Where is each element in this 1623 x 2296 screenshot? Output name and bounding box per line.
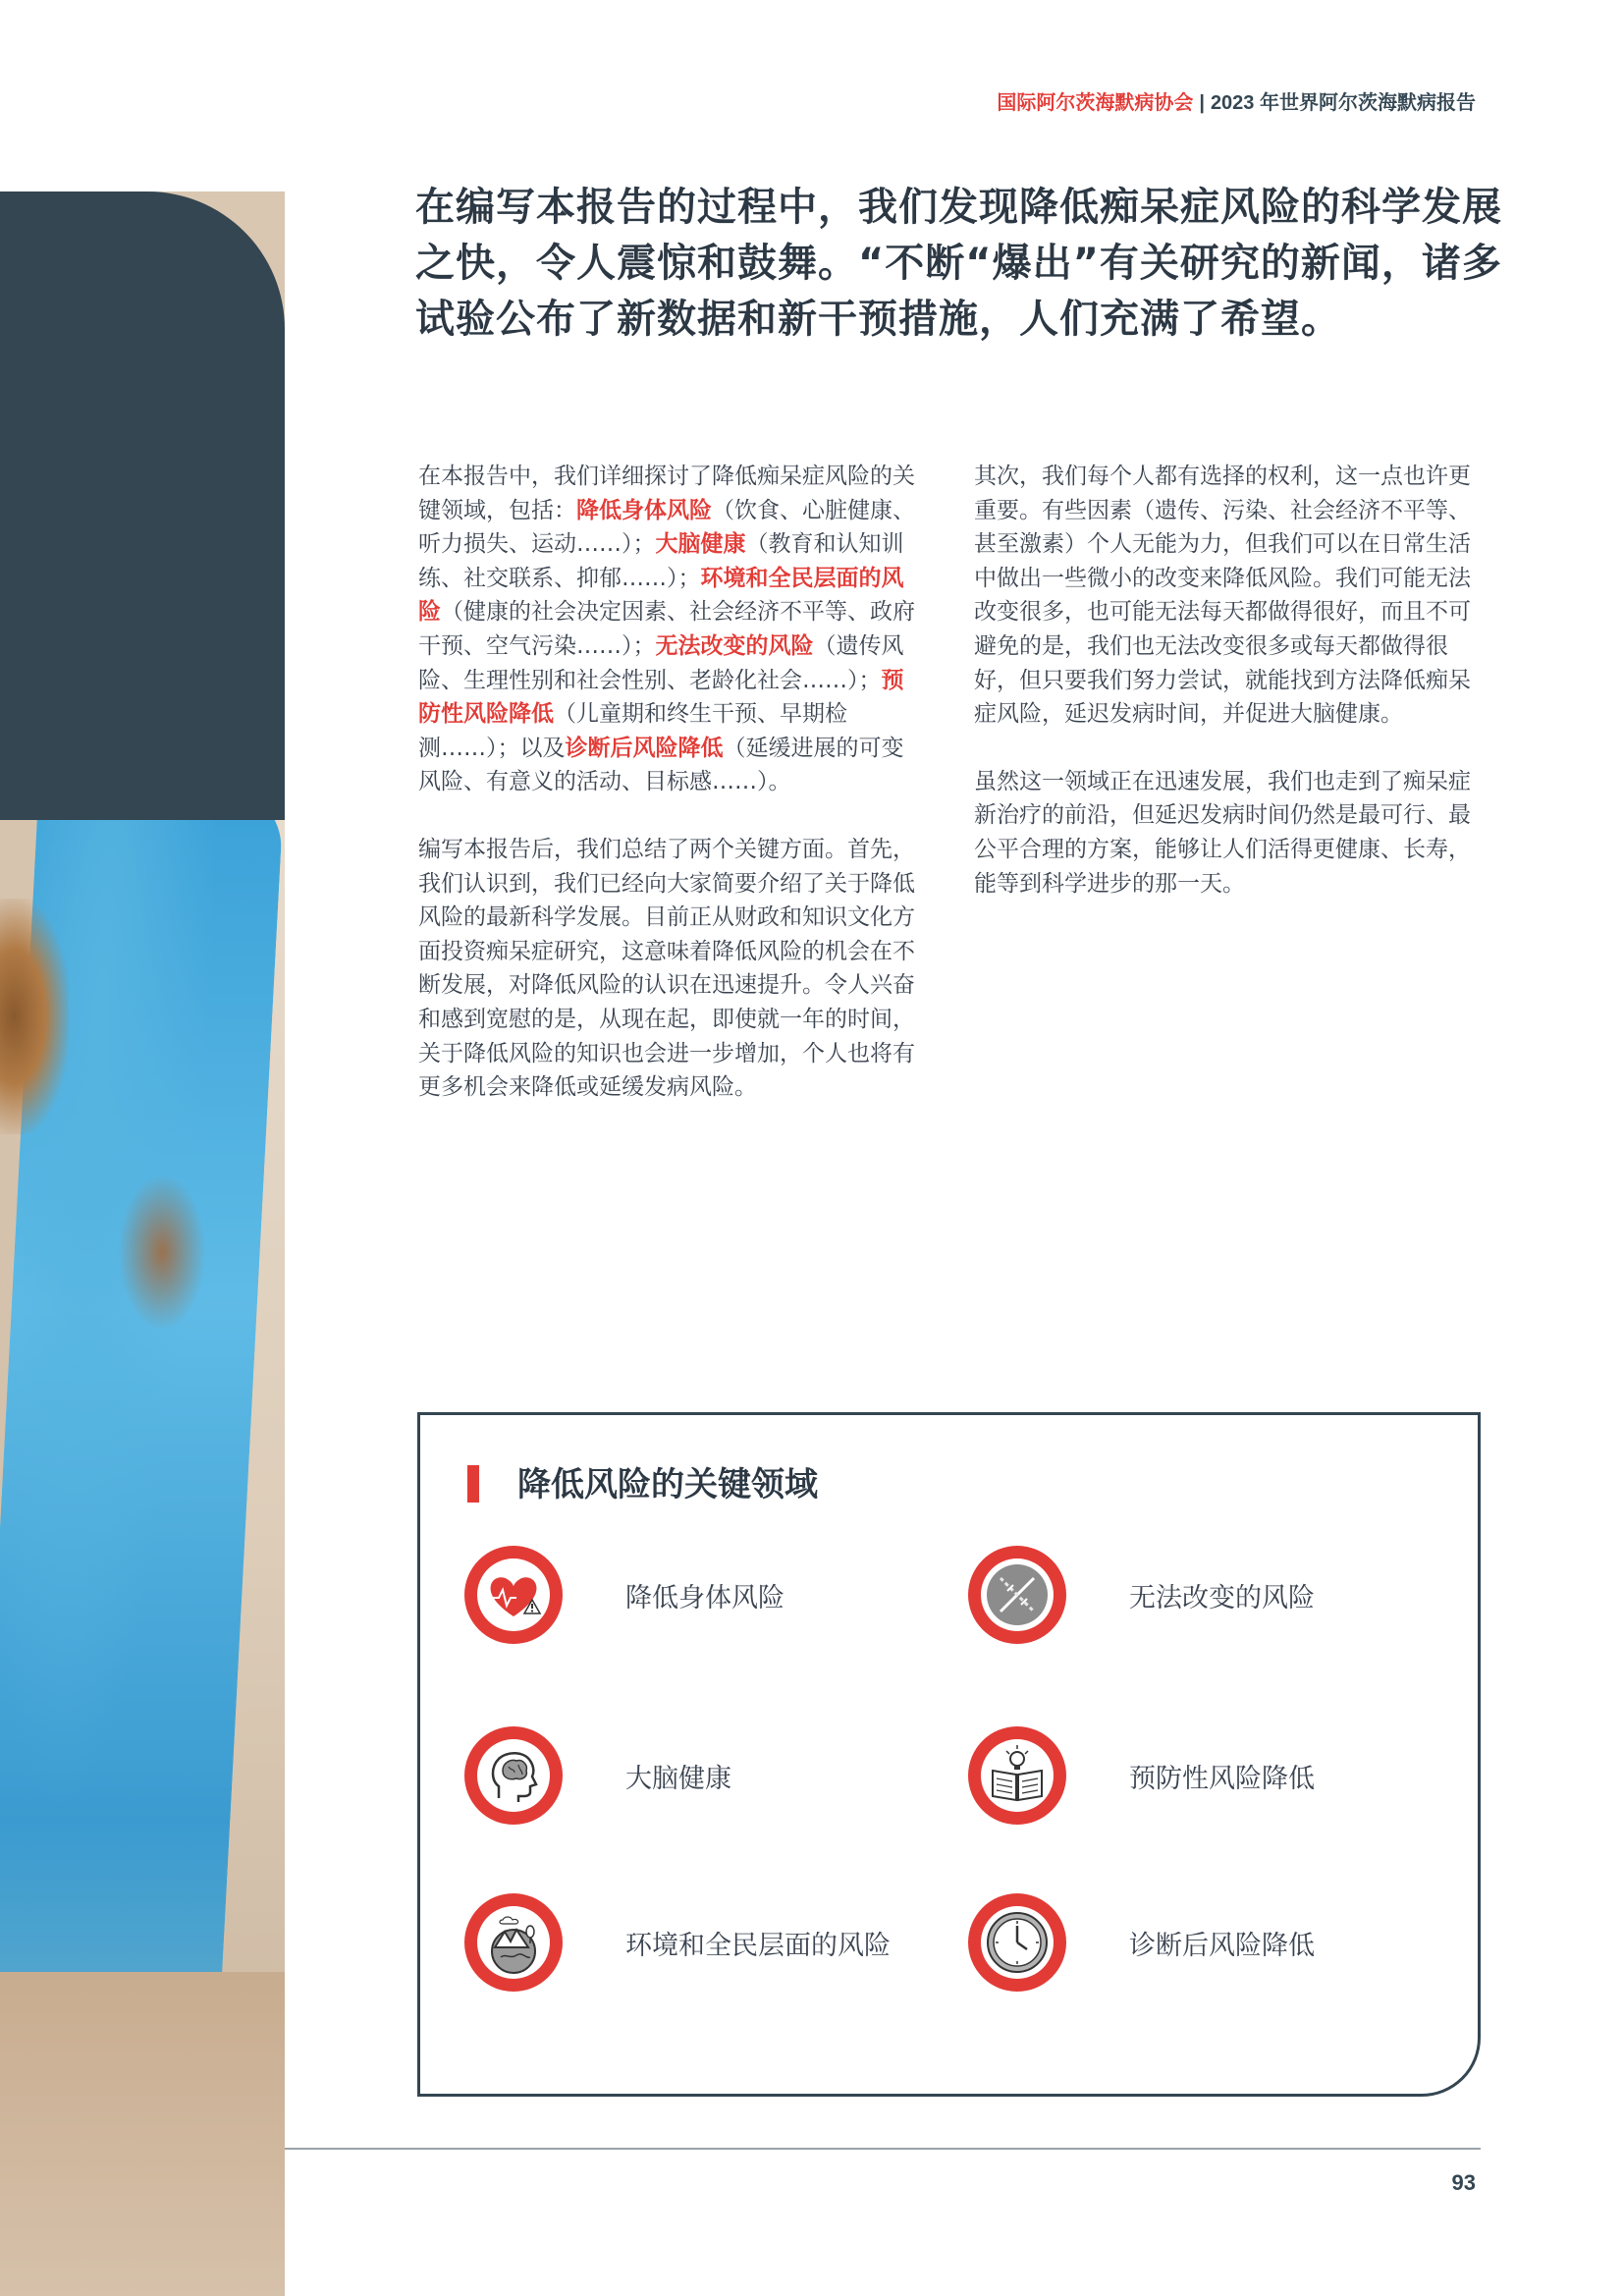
left-column [418,460,925,1138]
key-area-item [464,1893,891,1992]
key-area-label: 大脑健康 [625,1763,731,1794]
clock-icon [968,1893,1066,1992]
highlight-brain-health: 大脑健康 [655,531,746,558]
highlight-environment-risk: 环境和全民层面的风险 [418,565,904,626]
key-area-label: 降低身体风险 [625,1582,784,1613]
key-area-label: 预防性风险降低 [1129,1763,1315,1794]
key-area-item [968,1893,1315,1992]
globe-environment-icon [464,1893,563,1992]
left-paragraph-1: 在本报告中，我们详细探讨了降低痴呆症风险的关键领域，包括：降低身体风险（饮食、心脏健康、听力损失、运动……）；大脑健康（教育和认知训练、社交联系、抑郁……）；环境和全民层面的风险（健康的社会决定因素、社会经济不平等、政府干预、空气污染……）；无法改变的风险（遗传风险、生理性别和社会性别、老龄化社会……）；预防性风险降低（儿童期和终生干预、早期检测……）；以及诊断后风险降低（延缓进展的可变风险、有意义的活动、目标感……）。 [418,464,915,795]
book-lightbulb-icon [968,1726,1066,1825]
key-area-item [464,1546,784,1644]
footer-rule [285,2148,1481,2150]
highlight-post-diagnosis: 诊断后风险降低 [565,735,724,761]
title-accent-bar [467,1465,479,1503]
running-header [997,86,1476,115]
header-org: 国际阿尔茨海默病协会 [997,92,1194,114]
header-separator: | [1199,92,1205,114]
right-column [974,460,1485,934]
key-area-item [968,1726,1315,1825]
brain-head-icon [464,1726,563,1825]
left-paragraph-2: 编写本报告后，我们总结了两个关键方面。首先，我们认识到，我们已经向大家简要介绍了关于降低风险的最新科学发展。目前正从财政和知识文化方面投资痴呆症研究，这意味着降低风险的机会在不断发展，对降低风险的认识在迅速提升。令人兴奋和感到宽慰的是，从现在起，即使就一年的时间，关于降低风险的知识也会进一步增加，个人也将有更多机会来降低或延缓发病风险。 [418,836,915,1101]
key-area-item [464,1726,731,1825]
key-area-label: 无法改变的风险 [1129,1582,1315,1613]
dna-icon [968,1546,1066,1644]
highlight-unchangeable-risk: 无法改变的风险 [655,632,814,659]
highlight-preventive: 预防性风险降低 [418,667,904,728]
highlight-physical-risk: 降低身体风险 [576,497,712,523]
header-report: 2023 年世界阿尔茨海默病报告 [1210,92,1476,114]
right-paragraph-1: 其次，我们每个人都有选择的权利，这一点也许更重要。有些因素（遗传、污染、社会经济不平等、甚至激素）个人无能为力，但我们可以在日常生活中做出一些微小的改变来降低风险。我们可能无法改变很多，也可能无法每天都做得很好，而且不可避免的是，我们也无法改变很多或每天都做得很好，但只要我们努力尝试，就能找到方法降低痴呆症风险，延迟发病时间，并促进大脑健康。 [974,464,1471,728]
right-paragraph-2: 虽然这一领域正在迅速发展，我们也走到了痴呆症新治疗的前沿，但延迟发病时间仍然是最可行、最公平合理的方案，能够让人们活得更健康、长寿，能等到科学进步的那一天。 [974,768,1471,897]
key-area-label: 环境和全民层面的风险 [625,1930,891,1961]
lead-paragraph: 在编写本报告的过程中，我们发现降低痴呆症风险的科学发展之快，令人震惊和鼓舞。“不断“爆出”有关研究的新闻，诸多试验公布了新数据和新干预措施，人们充满了希望。 [415,185,1502,342]
page-number: 93 [1451,2170,1476,2195]
key-area-item [968,1546,1315,1644]
navy-banner [0,191,285,820]
key-areas-box [417,1412,1481,2097]
heart-warning-icon [464,1546,563,1644]
box-title: 降低风险的关键领域 [517,1465,818,1504]
key-area-label: 诊断后风险降低 [1129,1930,1315,1961]
